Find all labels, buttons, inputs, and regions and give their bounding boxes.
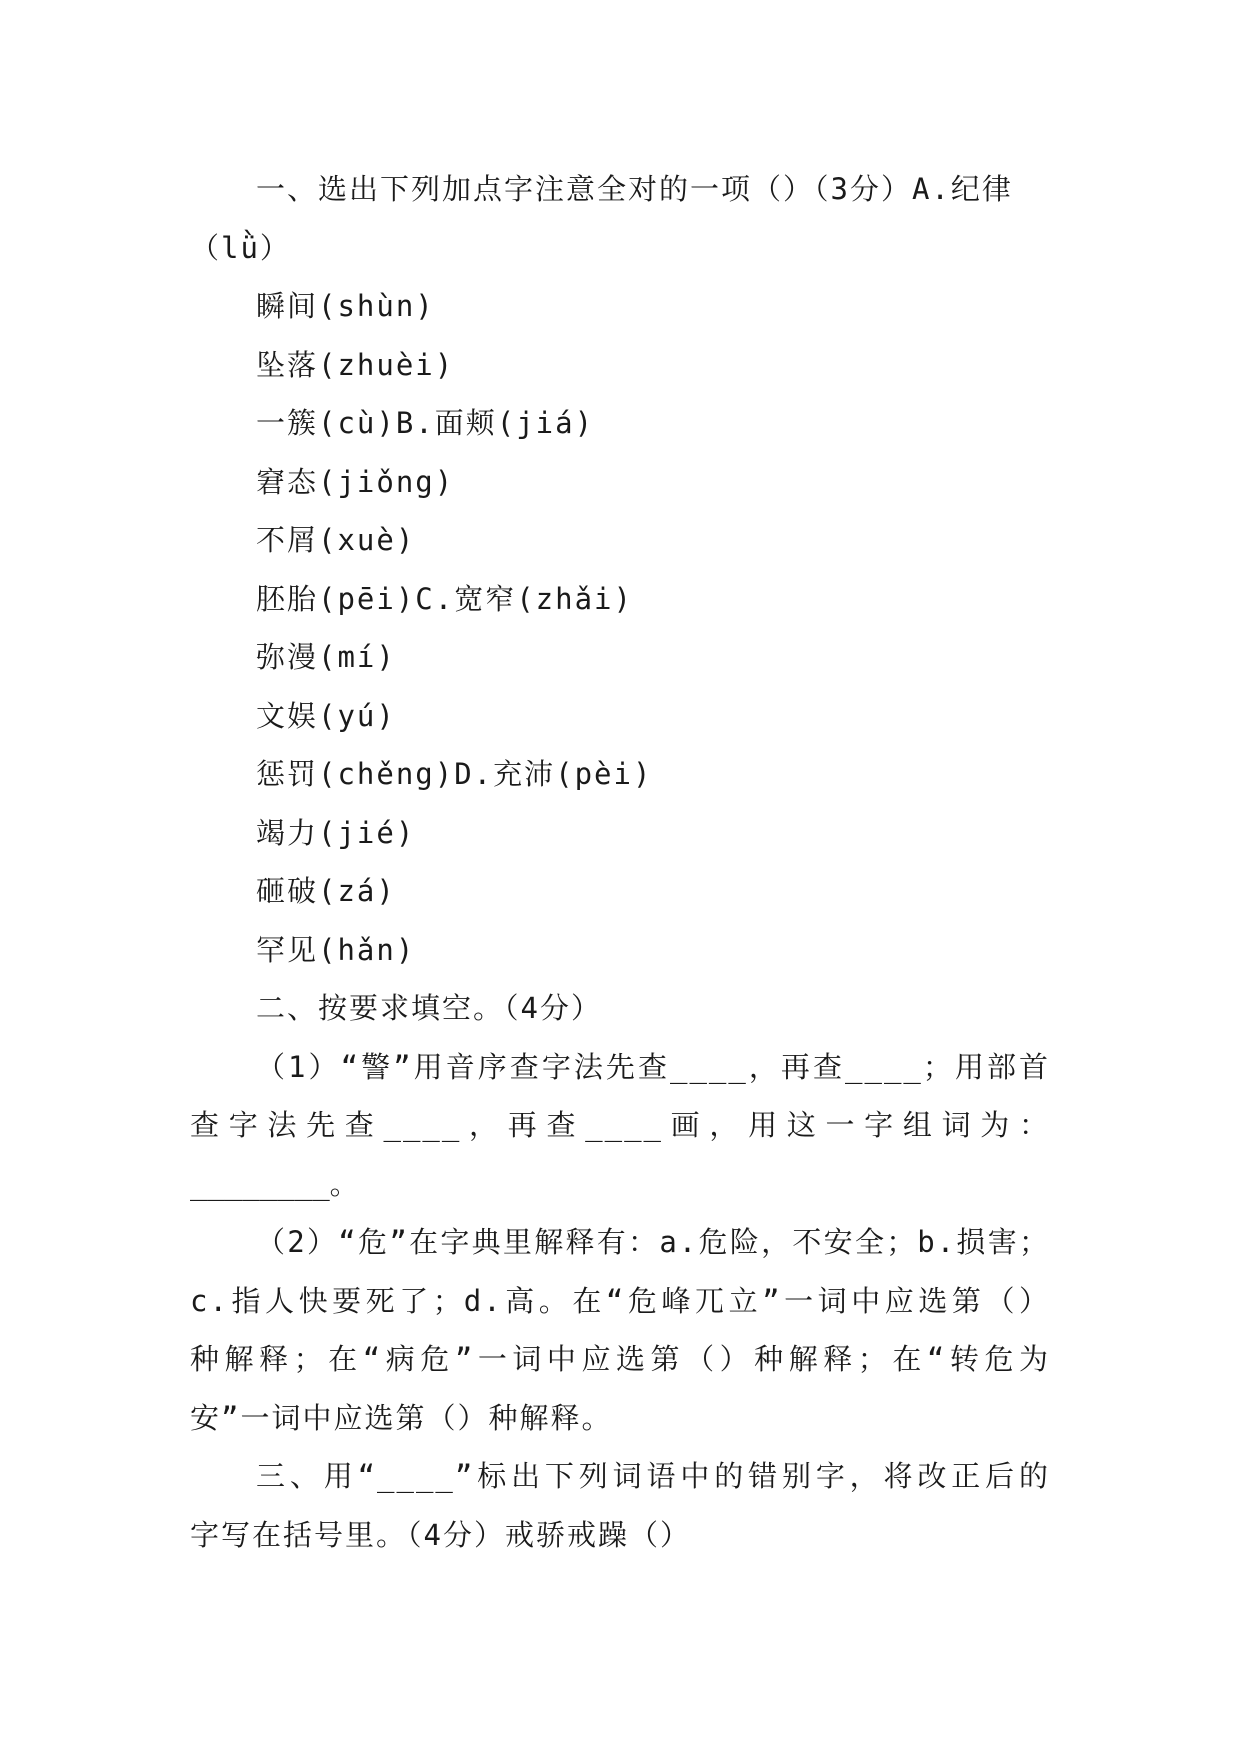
- word-item: 瞬间(shùn): [256, 289, 435, 323]
- word-item: 不屑(xuè): [256, 523, 416, 557]
- question-2-part-1: （1）“警”用音序查字法先查____，再查____；用部首: [256, 1049, 1050, 1084]
- question-1-option-a-pinyin: （lǜ）: [190, 230, 291, 265]
- question-2-part-2-end: 安”一词中应选第（）种解释。: [190, 1400, 613, 1435]
- question-1-heading: 一、选出下列加点字注意全对的一项（）（3分）A.纪律: [256, 172, 1013, 206]
- word-item: 文娱(yú): [256, 698, 396, 733]
- word-item: 一簇(cù)B.面颊(jiá): [256, 406, 595, 440]
- word-item: 罕见(hǎn): [256, 932, 416, 967]
- word-item: 砸破(zá): [256, 874, 396, 908]
- word-item: 窘态(jiǒng): [256, 464, 455, 499]
- question-2-part-1-cont: 查字法先查____，再查____画，用这一字组词为：: [190, 1108, 1050, 1142]
- question-2-part-2-cont: c.指人快要死了；d.高。在“危峰兀立”一词中应选第（）: [190, 1283, 1050, 1318]
- word-item: 竭力(jié): [256, 815, 416, 850]
- answer-blank: ________。: [190, 1166, 359, 1201]
- word-item: 惩罚(chěng)D.充沛(pèi): [256, 757, 653, 791]
- question-2-heading: 二、按要求填空。（4分）: [256, 991, 602, 1025]
- question-3-cont: 字写在括号里。（4分）戒骄戒躁（）: [190, 1517, 691, 1552]
- question-2-part-2-cont: 种解释；在“病危”一词中应选第（）种解释；在“转危为: [190, 1342, 1050, 1376]
- word-item: 胚胎(pēi)C.宽窄(zhǎi): [256, 581, 633, 616]
- question-3-heading: 三、用“____”标出下列词语中的错别字，将改正后的: [256, 1459, 1050, 1493]
- word-item: 弥漫(mí): [256, 640, 396, 674]
- question-2-part-2: （2）“危”在字典里解释有：a.危险，不安全；b.损害；: [256, 1225, 1050, 1259]
- word-item: 坠落(zhuèi): [256, 347, 455, 382]
- document-body: [190, 160, 1050, 1564]
